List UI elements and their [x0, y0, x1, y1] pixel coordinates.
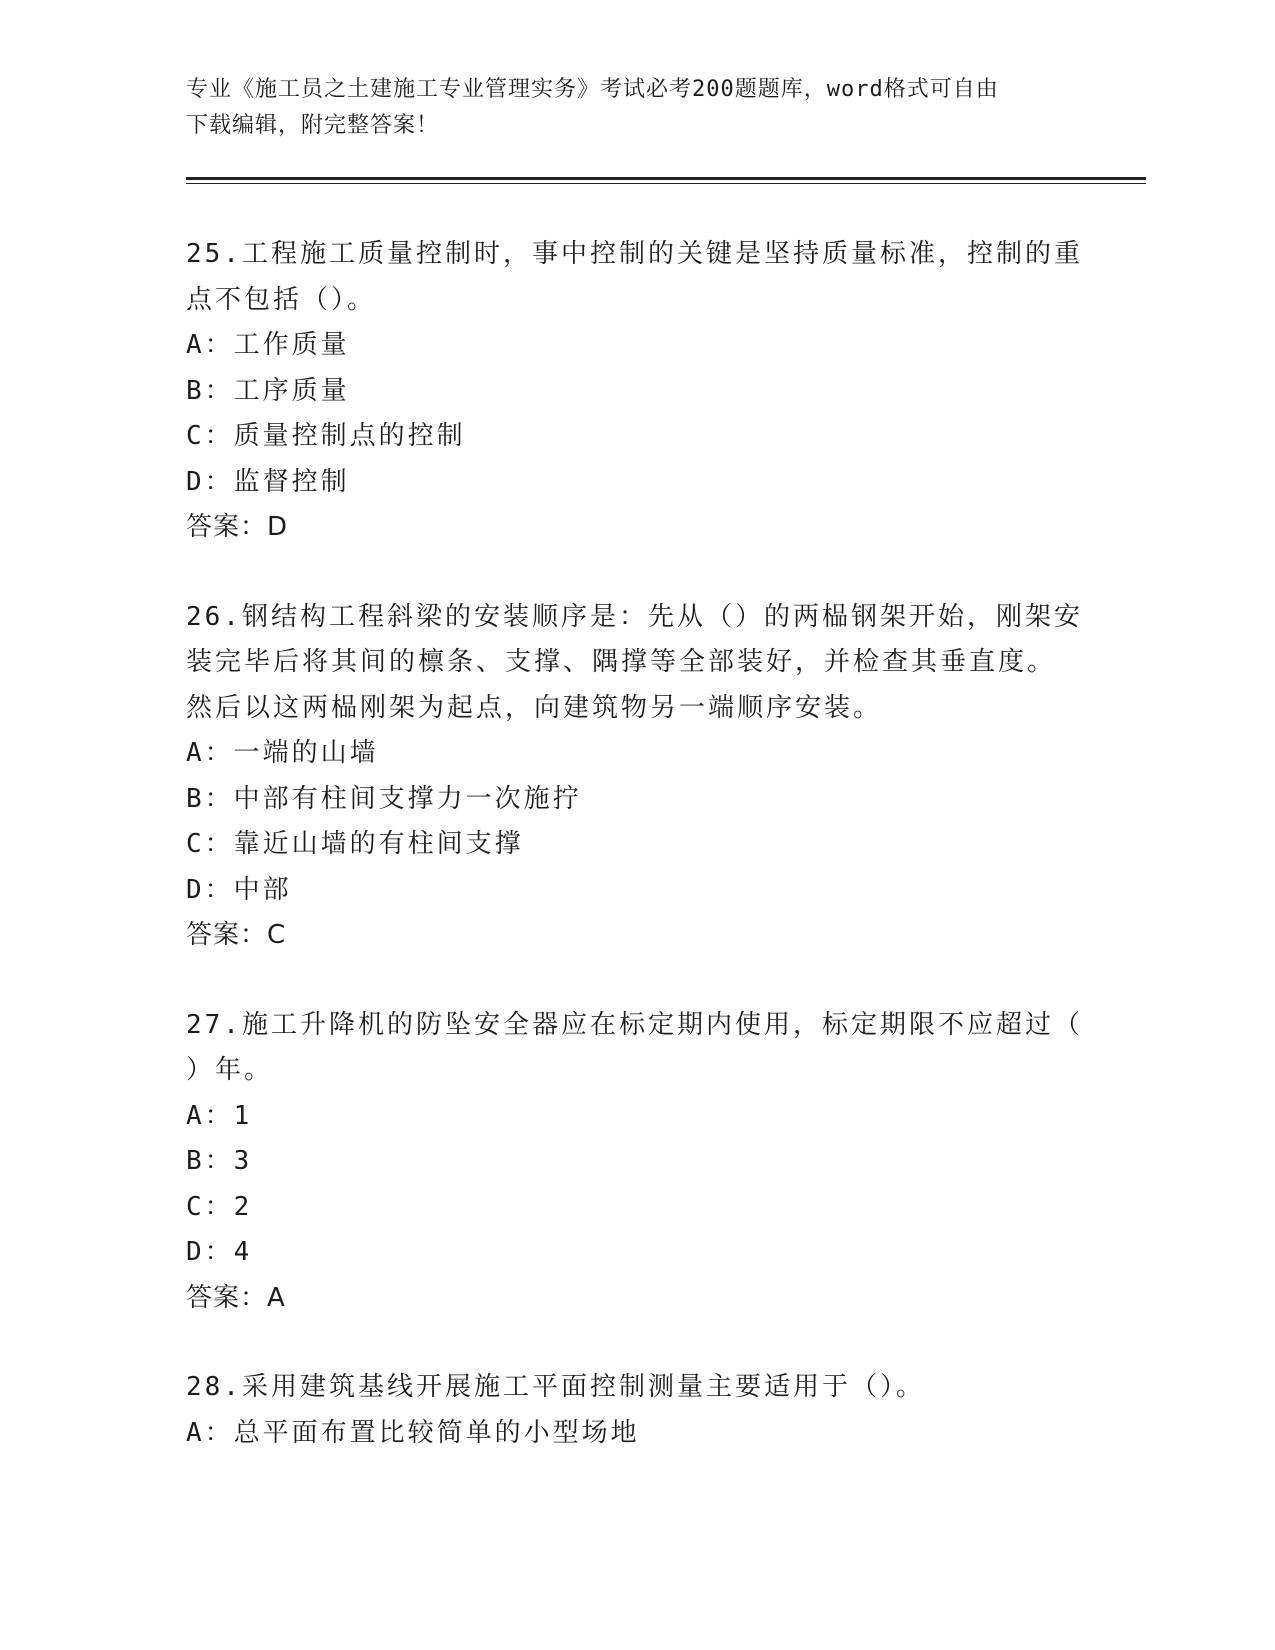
- question-text-line: 然后以这两榀刚架为起点，向建筑物另一端顺序安装。: [186, 692, 883, 723]
- answer: 答案：D: [186, 512, 289, 542]
- question-text-line: 28.采用建筑基线开展施工平面控制测量主要适用于（）。: [186, 1372, 925, 1402]
- option-d: D：中部: [186, 874, 292, 905]
- option-c: C：质量控制点的控制: [186, 421, 466, 451]
- question-list: [186, 232, 1086, 1500]
- document-header: [186, 72, 1066, 144]
- question-text: [186, 1003, 1086, 1094]
- answer: 答案：A: [186, 1282, 286, 1313]
- header-line-1: 专业《施工员之土建施工专业管理实务》考试必考200题题库，word格式可自由: [186, 77, 999, 102]
- option-b: B：中部有柱间支撑力一次施拧: [186, 783, 582, 814]
- question-text: [186, 232, 1086, 323]
- header-line-2: 下载编辑，附完整答案！: [186, 113, 440, 138]
- option-d: D：监督控制: [186, 466, 350, 497]
- option-b: B：3: [186, 1146, 253, 1176]
- option-b: B：工序质量: [186, 375, 350, 406]
- option-a: A：1: [186, 1100, 253, 1131]
- option-d: D：4: [186, 1237, 253, 1267]
- question-text: [186, 1365, 1086, 1411]
- option-c: C：2: [186, 1191, 253, 1222]
- header-rule-thin: [186, 183, 1146, 184]
- question-26: [186, 595, 1086, 959]
- question-text-line: ）年。: [186, 1055, 274, 1085]
- question-text-line: 点不包括（）。: [186, 284, 377, 315]
- question-28: [186, 1365, 1086, 1456]
- option-a: A：总平面布置比较简单的小型场地: [186, 1417, 640, 1448]
- answer: 答案：C: [186, 920, 287, 950]
- question-27: [186, 1003, 1086, 1322]
- question-25: [186, 232, 1086, 551]
- option-c: C：靠近山墙的有柱间支撑: [186, 829, 524, 859]
- question-text: [186, 595, 1086, 732]
- question-text-line: 26.钢结构工程斜梁的安装顺序是：先从（）的两榀钢架开始，刚架安: [186, 601, 1083, 632]
- question-text-line: 装完毕后将其间的檩条、支撑、隅撑等全部装好，并检查其垂直度。: [186, 647, 1057, 677]
- option-a: A：工作质量: [186, 330, 350, 360]
- question-text-line: 27.施工升降机的防坠安全器应在标定期内使用，标定期限不应超过（: [186, 1009, 1083, 1040]
- header-rule-thick: [186, 177, 1146, 180]
- option-a: A：一端的山墙: [186, 738, 379, 768]
- question-text-line: 25.工程施工质量控制时，事中控制的关键是坚持质量标准，控制的重: [186, 239, 1083, 269]
